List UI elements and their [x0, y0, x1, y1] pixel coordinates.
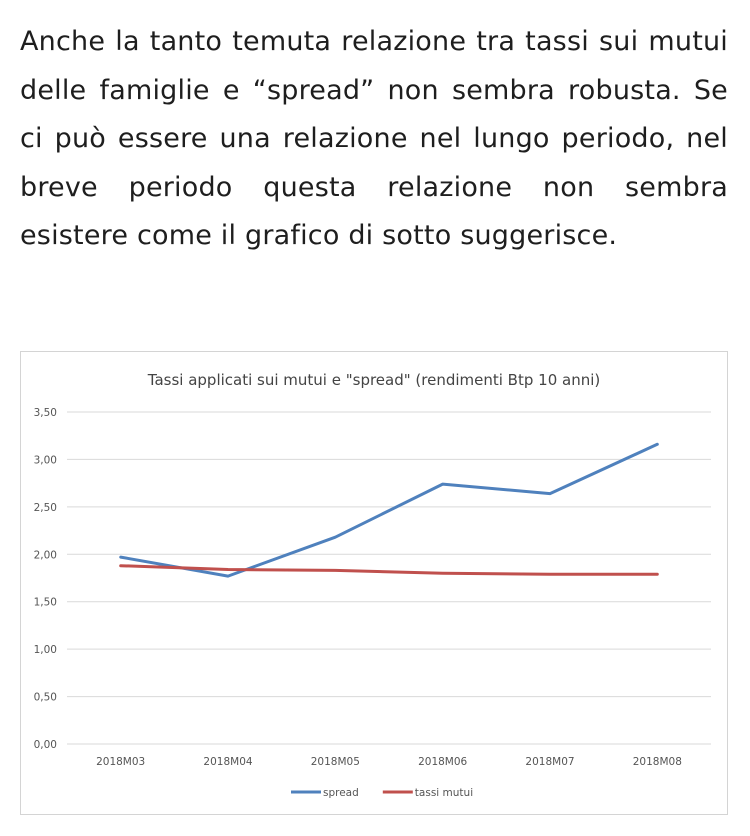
x-tick-label: 2018M03: [96, 756, 146, 768]
series-lines: [121, 444, 658, 576]
y-tick-label: 0,50: [33, 691, 57, 704]
x-axis-tick-labels: [96, 756, 682, 768]
x-tick-label: 2018M04: [203, 756, 253, 768]
y-tick-label: 2,00: [33, 549, 57, 562]
article-paragraph: Anche la tanto temuta relazione tra tassi sui mutui delle famiglie e “spread” non sembra robusta. Se ci può essere una relazione nel lungo periodo, nel breve periodo questa relazione non sembra esistere come il grafico di sotto suggerisce.: [20, 26, 728, 251]
chart-container: [20, 351, 728, 815]
chart-title: Tassi applicati sui mutui e "spread" (rendimenti Btp 10 anni): [147, 371, 601, 389]
y-tick-label: 3,50: [33, 407, 57, 419]
legend-label: tassi mutui: [414, 787, 474, 799]
legend-label: spread: [323, 787, 359, 799]
legend-item-spread: [291, 787, 359, 799]
y-axis-tick-labels: [34, 407, 57, 751]
y-tick-label: 3,00: [33, 454, 57, 467]
line-chart: [21, 352, 727, 814]
x-tick-label: 2018M08: [632, 756, 682, 768]
legend-item-tassi-mutui: [383, 787, 473, 799]
y-tick-label: 2,50: [33, 501, 57, 514]
legend: [291, 787, 473, 799]
y-tick-label: 1,50: [33, 596, 57, 609]
y-tick-label: 1,00: [33, 644, 57, 657]
series-line-tassi-mutui: [121, 566, 658, 575]
series-line-spread: [121, 444, 658, 576]
x-tick-label: 2018M06: [418, 756, 468, 768]
x-tick-label: 2018M05: [310, 756, 360, 768]
y-tick-label: 0,00: [33, 739, 57, 751]
gridlines: [67, 412, 711, 744]
x-tick-label: 2018M07: [525, 756, 575, 768]
